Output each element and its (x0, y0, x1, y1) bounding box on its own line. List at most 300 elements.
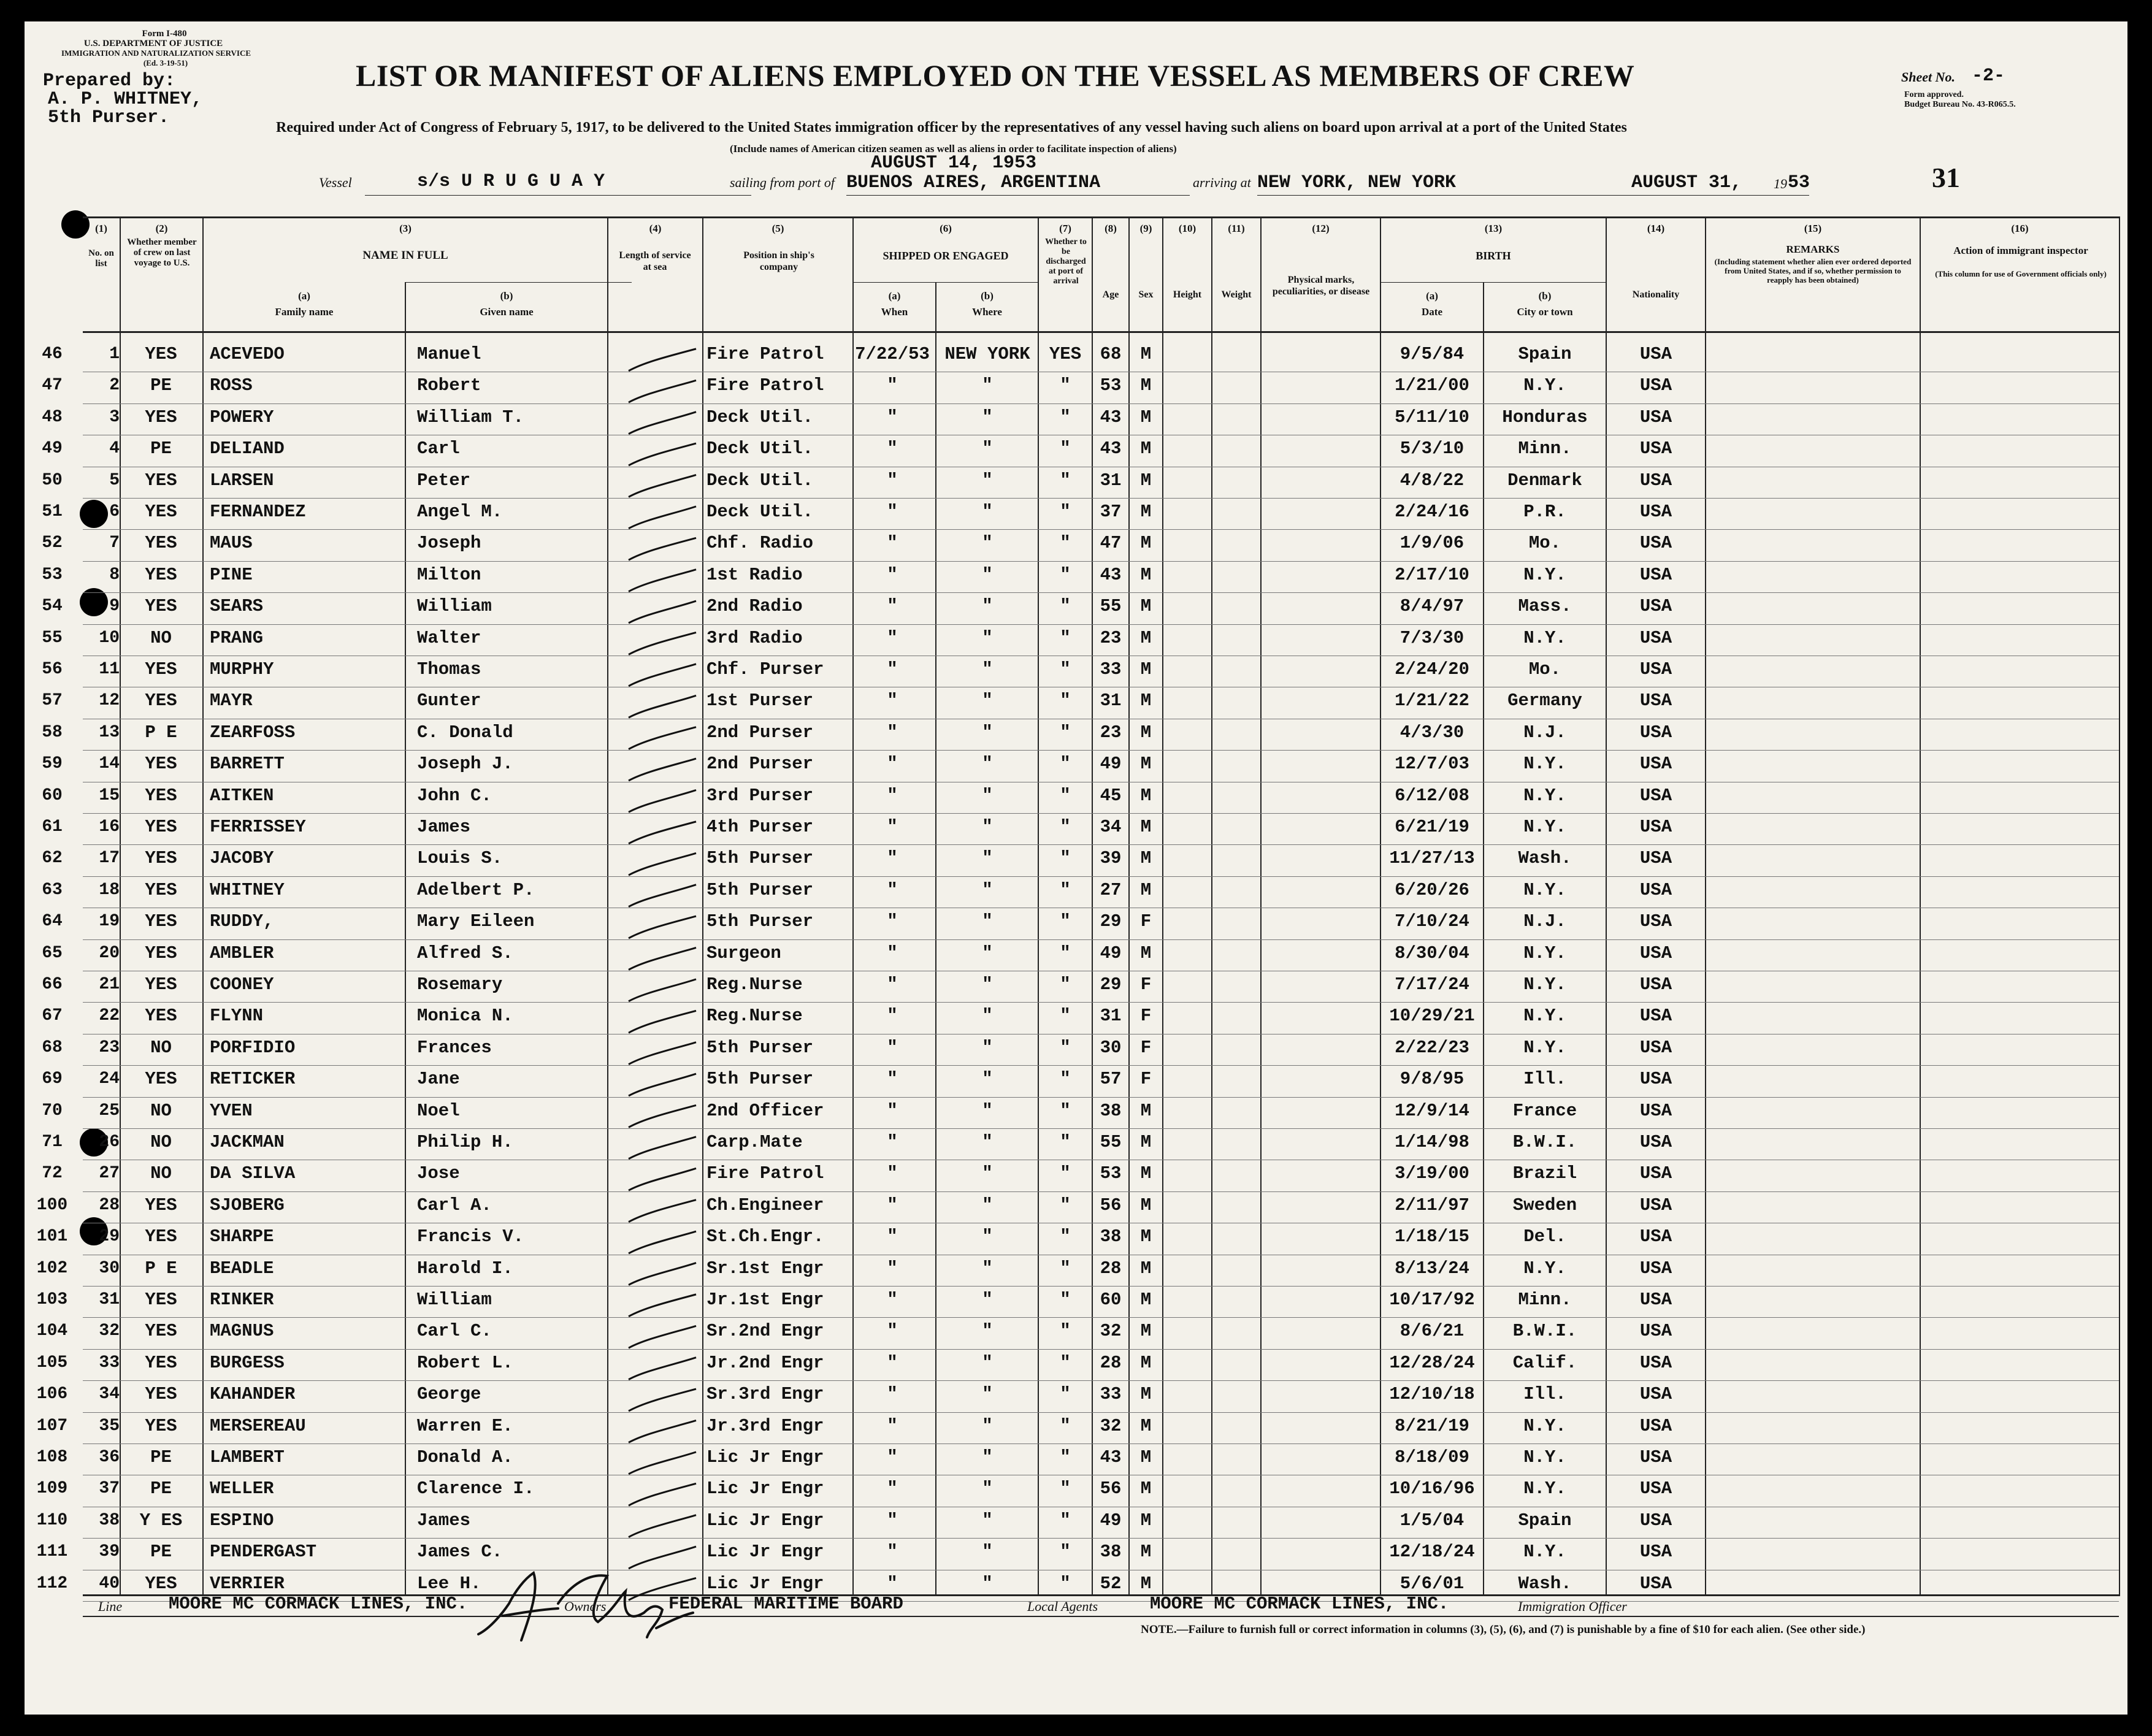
sex: M (1140, 438, 1152, 459)
nationality: USA (1639, 1478, 1672, 1499)
given-name: Jane (417, 1069, 460, 1090)
service-length-slash (629, 412, 696, 434)
list-number: 34 (99, 1385, 120, 1404)
shipped-where: " (982, 1478, 993, 1499)
shipped-when: " (887, 1510, 898, 1531)
sheet-number: -2- (1972, 66, 2005, 86)
margin-number: 60 (42, 786, 63, 805)
sex: M (1140, 785, 1152, 806)
previous-voyage: YES (145, 533, 177, 554)
service-length-slash (629, 790, 696, 812)
birth-date: 1/5/04 (1400, 1510, 1465, 1531)
margin-number: 68 (42, 1038, 63, 1057)
list-number: 29 (99, 1227, 120, 1247)
nationality: USA (1639, 785, 1672, 806)
col6-header: SHIPPED OR ENGAGED (883, 250, 1009, 262)
list-number: 13 (99, 722, 120, 742)
nationality: USA (1639, 596, 1672, 617)
position: Reg.Nurse (706, 974, 803, 995)
department-name: U.S. DEPARTMENT OF JUSTICE (83, 39, 223, 48)
age: 56 (1100, 1195, 1122, 1215)
shipped-where: " (982, 1352, 993, 1373)
service-length-slash (629, 1105, 696, 1127)
list-number: 26 (99, 1133, 120, 1152)
given-name: Joseph J. (417, 754, 513, 774)
birth-place: N.Y. (1523, 754, 1566, 774)
birth-place: N.Y. (1523, 375, 1566, 396)
age: 32 (1100, 1321, 1122, 1342)
nationality: USA (1639, 1132, 1672, 1152)
margin-number: 104 (36, 1321, 68, 1341)
discharged: " (1060, 974, 1071, 995)
shipped-when: " (887, 690, 898, 711)
sex: M (1140, 1258, 1152, 1279)
birth-date: 1/21/00 (1395, 375, 1469, 396)
shipped-where: " (982, 1069, 993, 1090)
position: Deck Util. (706, 407, 814, 427)
age: 30 (1100, 1037, 1122, 1058)
given-name: C. Donald (417, 722, 513, 743)
discharged: " (1060, 1290, 1071, 1310)
birth-date: 10/29/21 (1389, 1006, 1475, 1027)
service-length-slash (629, 538, 696, 560)
family-name: POWERY (210, 407, 274, 427)
service-length-slash (629, 916, 696, 938)
sex: F (1140, 1069, 1152, 1090)
nationality: USA (1639, 1226, 1672, 1247)
shipped-where: " (982, 1163, 993, 1184)
nationality: USA (1639, 1384, 1672, 1405)
margin-number: 70 (42, 1101, 63, 1120)
list-number: 10 (99, 628, 120, 648)
margin-number: 108 (36, 1448, 68, 1467)
sex: M (1140, 1478, 1152, 1499)
col3-header: NAME IN FULL (362, 249, 448, 262)
service-length-slash (629, 695, 696, 717)
given-name: Monica N. (417, 1006, 513, 1027)
shipped-where: " (982, 1542, 993, 1562)
list-number: 30 (99, 1258, 120, 1278)
birth-date: 5/3/10 (1400, 438, 1465, 459)
birth-place: N.Y. (1523, 943, 1566, 963)
nationality: USA (1639, 564, 1672, 585)
age: 39 (1100, 848, 1122, 869)
form-number: Form I-480 (142, 29, 187, 39)
age: 55 (1100, 596, 1122, 617)
nationality: USA (1639, 659, 1672, 679)
nationality: USA (1639, 911, 1672, 932)
birth-date: 12/10/18 (1389, 1384, 1475, 1405)
col12-num: (12) (1312, 223, 1330, 234)
margin-number: 53 (42, 565, 63, 584)
margin-number: 58 (42, 722, 63, 742)
service-length-slash (629, 507, 696, 529)
sex: M (1140, 533, 1152, 554)
list-number: 5 (109, 470, 120, 490)
shipped-where: " (982, 470, 993, 491)
position: Deck Util. (706, 502, 814, 522)
shipped-where: " (982, 1384, 993, 1405)
col8-num: (8) (1105, 223, 1117, 234)
margin-number: 54 (42, 597, 63, 616)
given-name: Robert L. (417, 1352, 513, 1373)
family-name: COONEY (210, 974, 274, 995)
list-number: 20 (99, 943, 120, 963)
birth-date: 9/8/95 (1400, 1069, 1465, 1090)
shipped-where: " (982, 690, 993, 711)
nationality: USA (1639, 375, 1672, 396)
nationality: USA (1639, 1352, 1672, 1373)
sheet-label: Sheet No. (1901, 69, 1955, 85)
discharged: " (1060, 502, 1071, 522)
shipped-where: " (982, 407, 993, 427)
shipped-when: " (887, 375, 898, 396)
discharged: " (1060, 1069, 1071, 1090)
birth-date: 2/24/16 (1395, 502, 1469, 522)
family-name: YVEN (210, 1100, 253, 1121)
age: 60 (1100, 1290, 1122, 1310)
list-number: 25 (99, 1101, 120, 1120)
family-name: PORFIDIO (210, 1037, 296, 1058)
age: 47 (1100, 533, 1122, 554)
col9-num: (9) (1139, 223, 1152, 234)
shipped-where: " (982, 596, 993, 617)
birth-date: 11/27/13 (1389, 848, 1475, 869)
family-name: AITKEN (210, 785, 274, 806)
previous-voyage: YES (145, 1384, 177, 1405)
age: 57 (1100, 1069, 1122, 1090)
col5-num: (5) (772, 223, 784, 234)
discharged: " (1060, 470, 1071, 491)
list-number: 37 (99, 1479, 120, 1499)
col8-header: Age (1102, 289, 1119, 300)
col1-header: No. on list (88, 248, 114, 269)
nationality: USA (1639, 754, 1672, 774)
list-number: 4 (109, 439, 120, 459)
col13b-num: (b) (1538, 290, 1552, 302)
nationality: USA (1639, 974, 1672, 995)
sex: M (1140, 722, 1152, 743)
sex: M (1140, 879, 1152, 900)
margin-number: 69 (42, 1069, 63, 1089)
service-length-slash (629, 1420, 696, 1442)
list-number: 7 (109, 533, 120, 553)
previous-voyage: NO (150, 627, 172, 648)
margin-number: 105 (36, 1353, 68, 1372)
previous-voyage: PE (150, 375, 172, 396)
previous-voyage: YES (145, 1226, 177, 1247)
col13a-num: (a) (1426, 290, 1438, 302)
given-name: Thomas (417, 659, 481, 679)
sex: M (1140, 943, 1152, 963)
shipped-where: " (982, 785, 993, 806)
col16-num: (16) (2011, 223, 2029, 234)
discharged: " (1060, 533, 1071, 554)
birth-date: 2/22/23 (1395, 1037, 1469, 1058)
margin-number: 51 (42, 502, 63, 521)
birth-date: 8/6/21 (1400, 1321, 1465, 1342)
shipped-when: " (887, 848, 898, 869)
discharged: " (1060, 1037, 1071, 1058)
position: 2nd Radio (706, 596, 803, 617)
birth-place: N.Y. (1523, 627, 1566, 648)
col4-num: (4) (649, 223, 662, 234)
margin-number: 71 (42, 1133, 63, 1152)
family-name: LAMBERT (210, 1447, 285, 1467)
margin-number: 109 (36, 1479, 68, 1499)
service-length-slash (629, 1358, 696, 1380)
birth-place: N.J. (1523, 911, 1566, 932)
col6b-header: Where (972, 306, 1002, 318)
birth-date: 2/17/10 (1395, 564, 1469, 585)
position: 5th Purser (706, 1069, 814, 1090)
family-name: RINKER (210, 1290, 274, 1310)
shipped-where: " (982, 754, 993, 774)
shipped-when: " (887, 943, 898, 963)
list-number: 38 (99, 1510, 120, 1530)
nationality: USA (1639, 502, 1672, 522)
birth-date: 7/3/30 (1400, 627, 1465, 648)
vessel-label: Vessel (319, 175, 352, 190)
age: 49 (1100, 754, 1122, 774)
position: Lic Jr Engr (706, 1510, 824, 1531)
birth-date: 9/5/84 (1400, 344, 1465, 364)
list-number: 3 (109, 407, 120, 427)
list-number: 40 (99, 1573, 120, 1593)
birth-place: Mo. (1528, 533, 1561, 554)
shipped-when: " (887, 1384, 898, 1405)
shipped-where: " (982, 627, 993, 648)
margin-number: 57 (42, 691, 63, 711)
previous-voyage: PE (150, 438, 172, 459)
birth-place: Wash. (1518, 848, 1572, 869)
nationality: USA (1639, 1447, 1672, 1467)
shipped-when: " (887, 754, 898, 774)
given-name: Lee H. (417, 1573, 481, 1594)
sailing-date: AUGUST 14, 1953 (871, 153, 1037, 174)
shipped-where: " (982, 1415, 993, 1436)
shipped-when: " (887, 879, 898, 900)
shipped-where: " (982, 1100, 993, 1121)
discharged: " (1060, 1415, 1071, 1436)
discharged: " (1060, 911, 1071, 932)
age: 33 (1100, 1384, 1122, 1405)
birth-date: 8/13/24 (1395, 1258, 1469, 1279)
shipped-where: " (982, 1510, 993, 1531)
list-number: 39 (99, 1542, 120, 1562)
given-name: William T. (417, 407, 524, 427)
birth-place: N.Y. (1523, 974, 1566, 995)
age: 23 (1100, 627, 1122, 648)
given-name: Noel (417, 1100, 460, 1121)
shipped-where: " (982, 1195, 993, 1215)
birth-date: 5/6/01 (1400, 1573, 1465, 1594)
sex: M (1140, 659, 1152, 679)
list-number: 33 (99, 1353, 120, 1372)
discharged: " (1060, 1226, 1071, 1247)
nationality: USA (1639, 943, 1672, 963)
shipped-when: " (887, 407, 898, 427)
birth-place: France (1512, 1100, 1577, 1121)
birth-date: 8/18/09 (1395, 1447, 1469, 1467)
manifest-sheet (25, 21, 2127, 1715)
shipped-where: " (982, 1037, 993, 1058)
sex: M (1140, 1226, 1152, 1247)
shipped-where: " (982, 1006, 993, 1027)
shipped-where: " (982, 879, 993, 900)
birth-date: 12/18/24 (1389, 1542, 1475, 1562)
prepared-by-1: Prepared by: (43, 71, 176, 91)
age: 55 (1100, 1132, 1122, 1152)
family-name: SEARS (210, 596, 264, 617)
given-name: Peter (417, 470, 471, 491)
family-name: RUDDY, (210, 911, 274, 932)
list-number: 12 (99, 691, 120, 711)
age: 43 (1100, 407, 1122, 427)
birth-place: Honduras (1502, 407, 1588, 427)
position: Reg.Nurse (706, 1006, 803, 1027)
position: 5th Purser (706, 1037, 814, 1058)
arriving-port: NEW YORK, NEW YORK (1257, 172, 1457, 193)
previous-voyage: YES (145, 1573, 177, 1594)
list-number: 35 (99, 1416, 120, 1436)
given-name: James C. (417, 1542, 503, 1562)
position: Surgeon (706, 943, 781, 963)
list-number: 22 (99, 1006, 120, 1026)
nationality: USA (1639, 1100, 1672, 1121)
sex: M (1140, 1384, 1152, 1405)
footer-line-value: MOORE MC CORMACK LINES, INC. (169, 1594, 468, 1614)
nationality: USA (1639, 1510, 1672, 1531)
family-name: RETICKER (210, 1069, 296, 1090)
discharged: " (1060, 879, 1071, 900)
shipped-when: " (887, 1321, 898, 1342)
age: 53 (1100, 375, 1122, 396)
previous-voyage: NO (150, 1037, 172, 1058)
discharged: " (1060, 1573, 1071, 1594)
list-number: 1 (109, 345, 120, 364)
age: 29 (1100, 911, 1122, 932)
sex: M (1140, 344, 1152, 364)
age: 56 (1100, 1478, 1122, 1499)
margin-number: 64 (42, 912, 63, 931)
nationality: USA (1639, 848, 1672, 869)
birth-date: 3/19/00 (1395, 1163, 1469, 1184)
discharged: " (1060, 1478, 1071, 1499)
nationality: USA (1639, 533, 1672, 554)
service-length-slash (629, 822, 696, 844)
list-number: 15 (99, 786, 120, 805)
col16-header: Action of immigrant inspector (1953, 245, 2088, 256)
discharged: " (1060, 627, 1071, 648)
sex: M (1140, 407, 1152, 427)
birth-place: N.J. (1523, 722, 1566, 743)
birth-date: 4/8/22 (1400, 470, 1465, 491)
discharged: " (1060, 817, 1071, 837)
previous-voyage: YES (145, 659, 177, 679)
previous-voyage: YES (145, 1352, 177, 1373)
birth-place: N.Y. (1523, 1542, 1566, 1562)
col2-num: (2) (155, 223, 168, 234)
birth-date: 10/16/96 (1389, 1478, 1475, 1499)
margin-number: 59 (42, 754, 63, 774)
position: 3rd Purser (706, 785, 814, 806)
given-name: Jose (417, 1163, 460, 1184)
position: 3rd Radio (706, 627, 803, 648)
shipped-where: " (982, 848, 993, 869)
position: 1st Radio (706, 564, 803, 585)
col6a-num: (a) (888, 290, 901, 302)
margin-number: 47 (42, 376, 63, 396)
family-name: PENDERGAST (210, 1542, 317, 1562)
position: Deck Util. (706, 470, 814, 491)
given-name: William (417, 1290, 492, 1310)
discharged: " (1060, 659, 1071, 679)
age: 43 (1100, 438, 1122, 459)
discharged: " (1060, 1163, 1071, 1184)
age: 31 (1100, 690, 1122, 711)
birth-date: 8/30/04 (1395, 943, 1469, 963)
list-number: 16 (99, 817, 120, 836)
shipped-when: " (887, 785, 898, 806)
family-name: AMBLER (210, 943, 274, 963)
sex: M (1140, 1447, 1152, 1467)
family-name: WELLER (210, 1478, 274, 1499)
shipped-where: " (982, 1258, 993, 1279)
service-length-slash (629, 1294, 696, 1317)
prepared-by-3: 5th Purser. (48, 107, 170, 128)
sex: M (1140, 1573, 1152, 1594)
shipped-where: " (982, 438, 993, 459)
nationality: USA (1639, 879, 1672, 900)
discharged: " (1060, 1132, 1071, 1152)
sex: M (1140, 1415, 1152, 1436)
family-name: JACOBY (210, 848, 274, 869)
discharged: " (1060, 1321, 1071, 1342)
family-name: MAYR (210, 690, 253, 711)
birth-place: N.Y. (1523, 1006, 1566, 1027)
birth-date: 4/3/30 (1400, 722, 1465, 743)
nationality: USA (1639, 722, 1672, 743)
shipped-when: " (887, 817, 898, 837)
service-length-slash (629, 947, 696, 969)
list-number: 21 (99, 975, 120, 994)
list-number: 17 (99, 849, 120, 868)
discharged: " (1060, 564, 1071, 585)
service-length-slash (629, 475, 696, 497)
col13a-header: Date (1422, 306, 1442, 318)
margin-number: 49 (42, 439, 63, 459)
age: 68 (1100, 344, 1122, 364)
col6-num: (6) (940, 223, 952, 234)
previous-voyage: PE (150, 1447, 172, 1467)
service-length-slash (629, 1168, 696, 1190)
sailing-port: BUENOS AIRES, ARGENTINA (846, 172, 1101, 193)
birth-place: P.R. (1523, 502, 1566, 522)
discharged: " (1060, 375, 1071, 396)
list-number: 27 (99, 1164, 120, 1183)
family-name: FERNANDEZ (210, 502, 306, 522)
given-name: James (417, 817, 471, 837)
list-number: 28 (99, 1195, 120, 1215)
given-name: Donald A. (417, 1447, 513, 1467)
birth-place: Sweden (1512, 1195, 1577, 1215)
shipped-when: " (887, 1100, 898, 1121)
service-length-slash (629, 1326, 696, 1348)
shipped-when: " (887, 974, 898, 995)
margin-number: 63 (42, 880, 63, 900)
discharged: " (1060, 1006, 1071, 1027)
